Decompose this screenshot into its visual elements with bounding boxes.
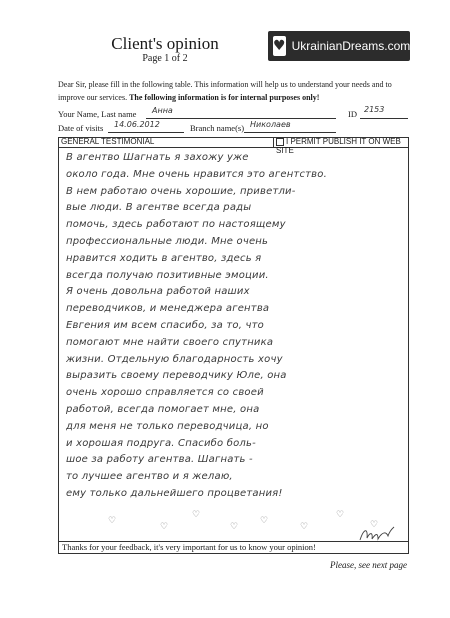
testimonial-line: около года. Мне очень нравится это агентство. — [66, 168, 327, 180]
see-next-page: Please, see next page — [330, 560, 407, 570]
heart-icon: ♥ — [273, 38, 286, 54]
testimonial-line: то лучшее агентво и я желаю, — [66, 471, 233, 483]
testimonial-text — [66, 150, 406, 503]
heart-icon: ♡ — [108, 516, 117, 526]
testimonial-line: очень хорошо справляется со своей — [66, 387, 264, 399]
name-label: Your Name, Last name — [58, 109, 137, 119]
testimonial-line: всегда получаю позитивные эмоции. — [66, 269, 269, 281]
testimonial-line: переводчиков, и менеджера агентва — [66, 303, 270, 315]
id-value: 2153 — [364, 105, 385, 114]
testimonial-header-label: GENERAL TESTIMONIAL — [61, 137, 155, 146]
logo-text: UkrainianDreams.com — [291, 39, 411, 53]
testimonial-line: шое за работу агентва. Шагнать - — [66, 454, 253, 466]
heart-icon: ♡ — [300, 522, 309, 532]
signature — [358, 524, 396, 544]
intro-normal: Dear Sir, please fill in the following table. This information will help us to understand your needs and to improve our services. — [58, 80, 392, 102]
testimonial-header — [58, 137, 409, 155]
testimonial-line: жизни. Отдельную благодарность хочу — [66, 353, 283, 365]
heart-icon: ♡ — [370, 520, 379, 530]
testimonial-line: В агентво Шагнать я захожу уже — [66, 152, 249, 163]
testimonial-line: помогают мне найти своего спутника — [66, 336, 274, 348]
testimonial-line: вые люди. В агентве всегда рады — [66, 202, 252, 214]
testimonial-line: для меня не только переводчица, но — [66, 420, 269, 432]
page-title: Client's opinion — [111, 34, 219, 53]
id-label: ID — [348, 109, 357, 119]
heart-icon: ♡ — [160, 522, 169, 532]
branch-value: Николаев — [250, 120, 291, 129]
testimonial-line: Евгения им всем спасибо, за то, что — [66, 319, 264, 331]
intro-bold: The following information is for internal purposes only! — [129, 93, 320, 102]
date-label: Date of visits — [58, 123, 104, 133]
testimonial-line: В нем работаю очень хорошие, приветли- — [66, 185, 296, 197]
heart-icon: ♡ — [192, 510, 201, 520]
testimonial-line: профессиональные люди. Мне очень — [66, 235, 269, 247]
brand-logo — [268, 31, 410, 61]
date-value: 14.06.2012 — [114, 120, 160, 129]
branch-label: Branch name(s) — [190, 123, 245, 133]
footer-thanks: Thanks for your feedback, it's very important for us to know your opinion! — [58, 542, 409, 554]
intro-text — [58, 78, 418, 104]
testimonial-line: помочь, здесь работают по настоящему — [66, 219, 286, 231]
page-indicator: Page 1 of 2 — [142, 53, 188, 64]
testimonial-line: Я очень довольна работой наших — [66, 286, 250, 298]
testimonial-line: нравится ходить в агентво, здесь я — [66, 252, 262, 264]
testimonial-line: и хорошая подруга. Спасибо боль- — [66, 437, 256, 449]
testimonial-line: ему только дальнейшего процветания! — [66, 487, 283, 499]
testimonial-line: работой, всегда помогает мне, она — [66, 403, 260, 415]
name-field[interactable] — [146, 107, 336, 119]
testimonial-line: выразить своему переводчику Юле, она — [66, 370, 287, 382]
publish-label: I PERMIT PUBLISH IT ON WEB SITE — [276, 137, 401, 155]
heart-icon: ♡ — [336, 510, 345, 520]
heart-icon: ♡ — [230, 522, 239, 532]
publish-checkbox[interactable] — [276, 138, 284, 146]
name-value: Анна — [152, 106, 173, 115]
heart-doodles — [100, 502, 400, 532]
heart-icon: ♡ — [260, 516, 269, 526]
